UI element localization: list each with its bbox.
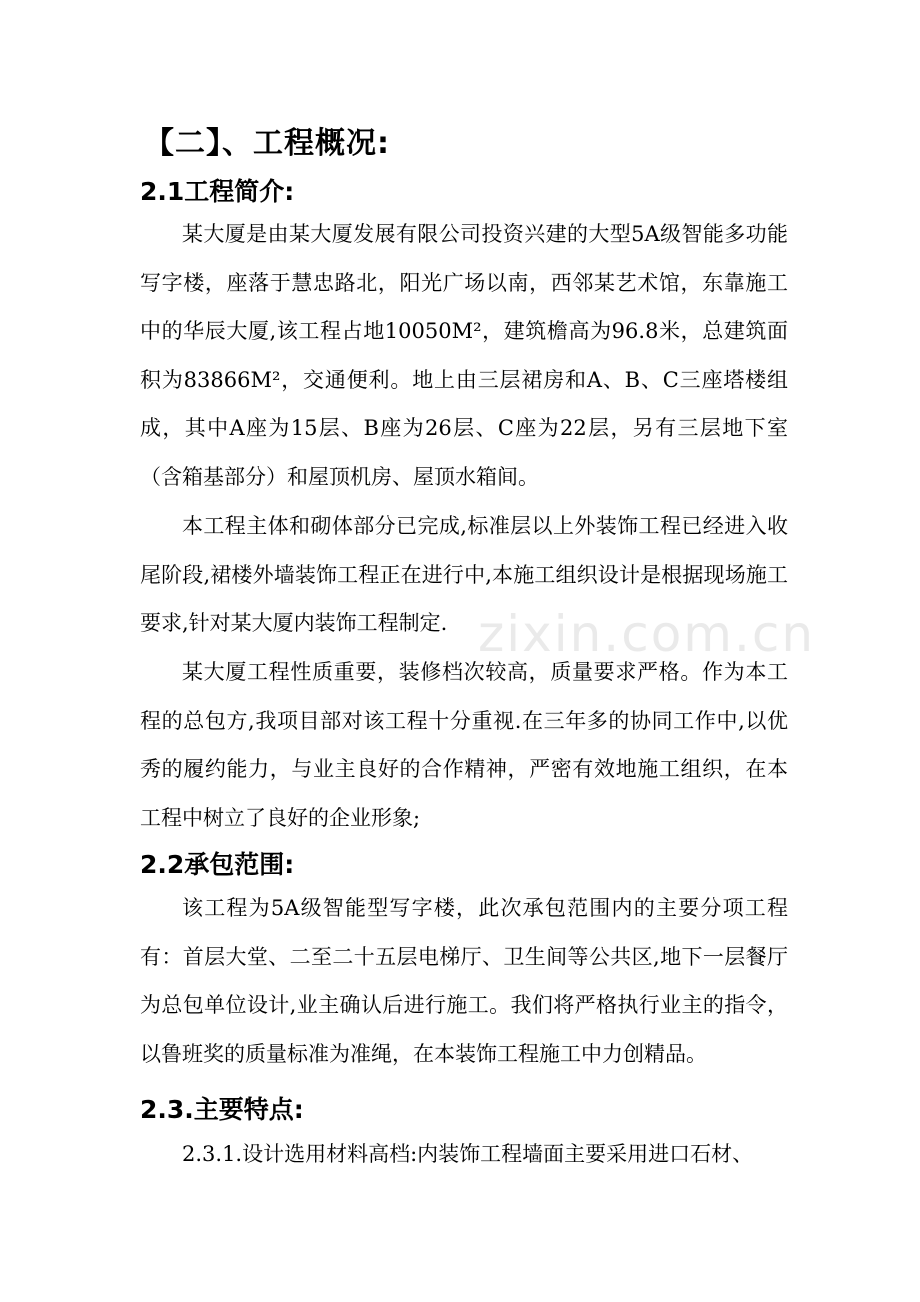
section-2-1-paragraph-2: 本工程主体和砌体部分已完成,标准层以上外装饰工程已经进入收尾阶段,裙楼外墙装饰工程正在进行中,本施工组织设计是根据现场施工要求,针对某大厦内装饰工程制定.	[140, 514, 788, 635]
section-2-3-paragraph-1: 2.3.1.设计选用材料高档:内装饰工程墙面主要采用进口石材、	[182, 1142, 754, 1166]
chapter-heading: 【二】、工程概况:	[144, 126, 390, 161]
section-2-2-paragraph-1: 该工程为5A级智能型写字楼，此次承包范围内的主要分项工程有：首层大堂、二至二十五层电梯厅、卫生间等公共区,地下一层餐厅为总包单位设计,业主确认后进行施工。我们将严格执行业主的指令，以鲁班奖的质量标准为准绳，在本装饰工程施工中力创精品。	[140, 896, 788, 1066]
section-2-1-paragraph-1: 某大厦是由某大厦发展有限公司投资兴建的大型5A级智能多功能写字楼，座落于慧忠路北，阳光广场以南，西邻某艺术馆，东靠施工中的华辰大厦,该工程占地10050M²，建筑檐高为96.8米，总建筑面积为83866M²，交通便利。地上由三层裙房和A、B、C三座塔楼组成，其中A座为15层、B座为26层、C座为22层，另有三层地下室（含箱基部分）和屋顶机房、屋顶水箱间。	[140, 222, 788, 489]
section-2-1-title: 2.1工程简介:	[140, 177, 295, 206]
section-2-1-paragraph-3: 某大厦工程性质重要，装修档次较高，质量要求严格。作为本工程的总包方,我项目部对该工程十分重视.在三年多的协同工作中,以优秀的履约能力，与业主良好的合作精神，严密有效地施工组织，在本工程中树立了良好的企业形象;	[140, 660, 788, 830]
section-2-2-title: 2.2承包范围:	[140, 850, 295, 879]
section-2-3-title: 2.3.主要特点:	[140, 1095, 304, 1124]
site-watermark: zixin.com.cn	[478, 605, 816, 663]
